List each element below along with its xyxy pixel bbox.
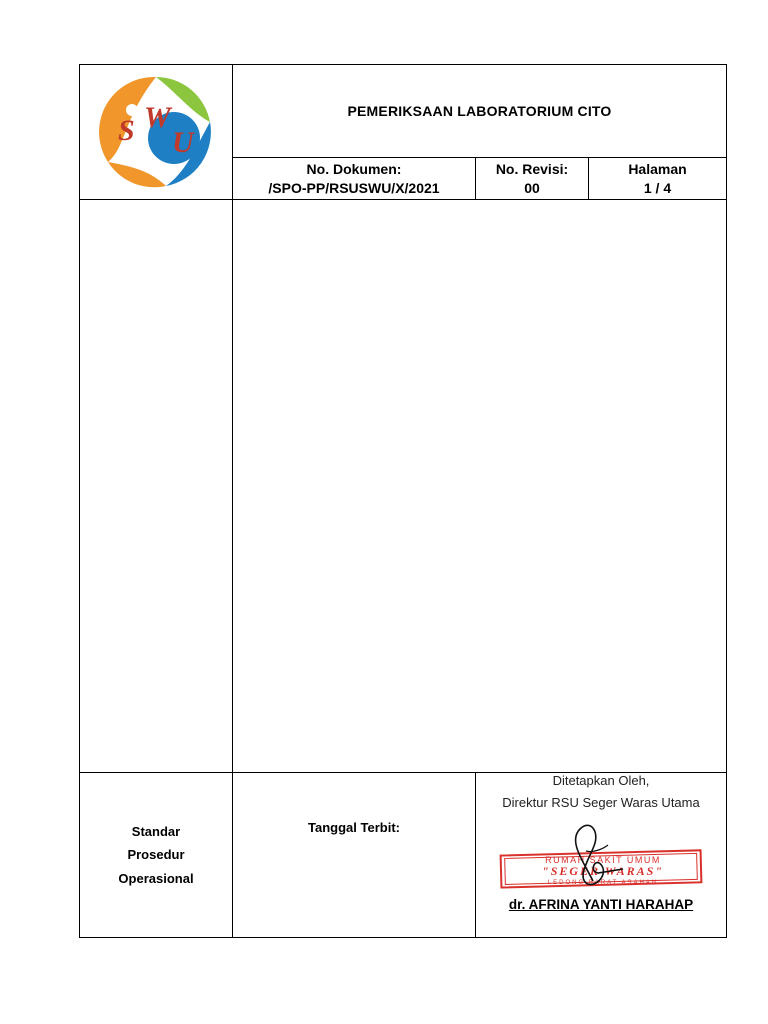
hospital-logo-icon [96, 72, 216, 192]
revision-value: 00 [524, 179, 540, 196]
document-number-label: No. Dokumen: [306, 160, 402, 177]
issue-date-cell [233, 773, 476, 938]
page-label: Halaman [628, 160, 687, 177]
svg-text:LEDONG BARAT ASAHAN: LEDONG BARAT ASAHAN [547, 880, 659, 886]
spo-label-cell [80, 773, 233, 938]
approval-cell [476, 773, 727, 938]
approval-line-1: Ditetapkan Oleh, [552, 773, 650, 788]
body-content-area [233, 200, 727, 773]
revision-label: No. Revisi: [495, 160, 569, 177]
svg-text:"SEGER WARAS": "SEGER WARAS" [542, 864, 664, 878]
spo-label-line-1: Standar [131, 823, 181, 839]
issue-date-label: Tanggal Terbit: [308, 820, 400, 835]
body-left-column [80, 200, 233, 773]
revision-cell [476, 158, 589, 200]
spo-label-line-3: Operasional [118, 870, 194, 886]
logo-cell [80, 65, 233, 200]
document-number-value: /SPO-PP/RSUSWU/X/2021 [268, 179, 440, 196]
document-title: PEMERIKSAAN LABORATORIUM CITO [233, 65, 727, 158]
svg-text:W: W [144, 101, 171, 134]
approval-line-2: Direktur RSU Seger Waras Utama [502, 795, 700, 810]
spo-table [79, 64, 727, 938]
svg-text:S: S [118, 114, 135, 147]
spo-label-line-2: Prosedur [127, 847, 185, 863]
svg-text:U: U [172, 126, 194, 159]
document-number-cell [233, 158, 476, 200]
page-value: 1 / 4 [643, 179, 672, 196]
page-cell [589, 158, 727, 200]
svg-text:RUMAH SAKIT UMUM: RUMAH SAKIT UMUM [545, 855, 661, 865]
hospital-stamp-icon [498, 821, 708, 891]
signatory-name: dr. AFRINA YANTI HARAHAP [508, 897, 694, 912]
